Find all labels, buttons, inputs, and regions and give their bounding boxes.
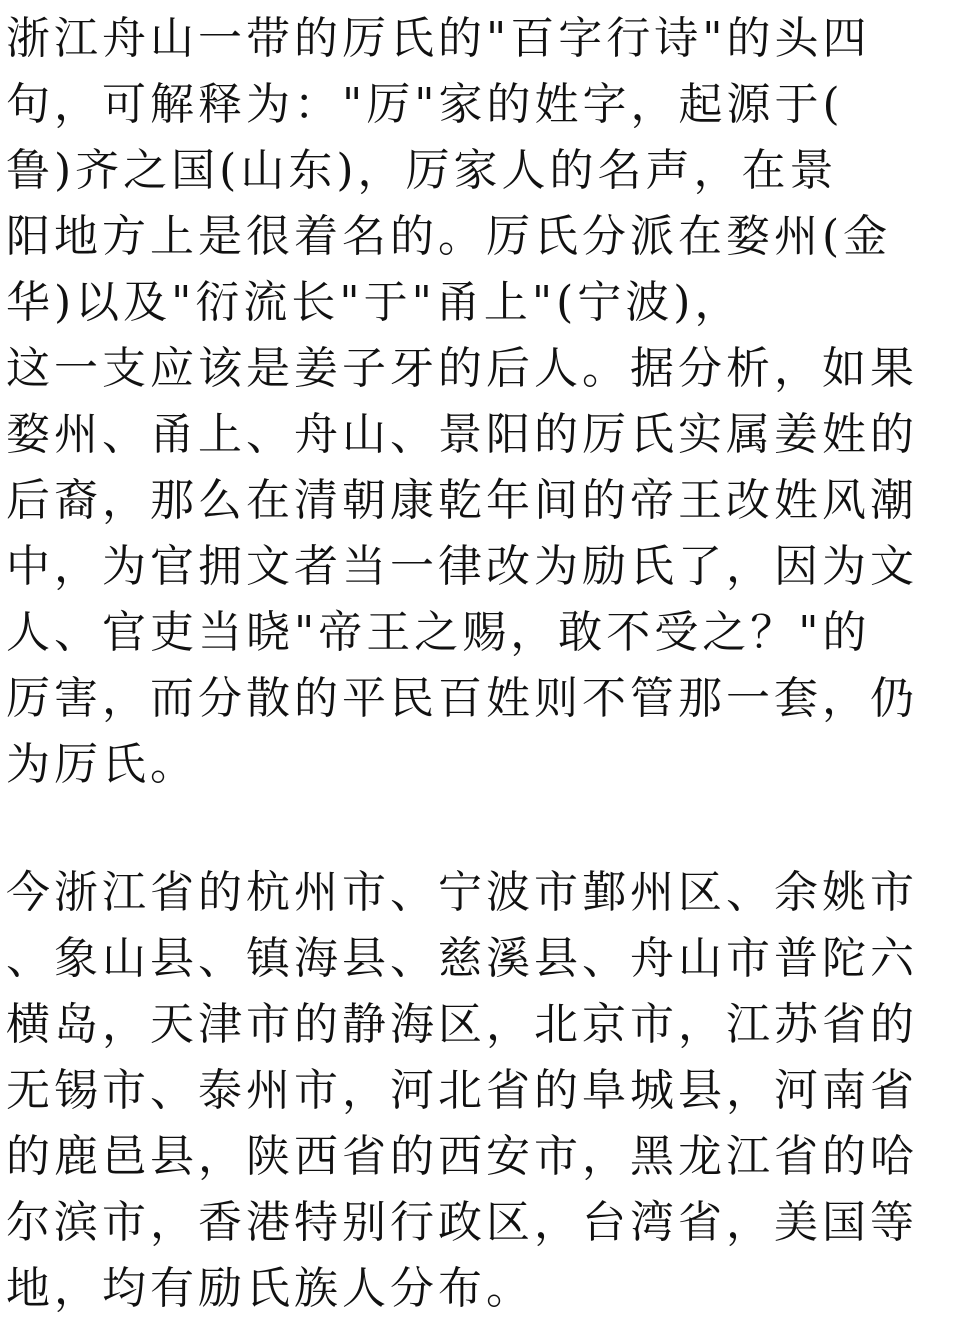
text-line: 后裔，那么在清朝康乾年间的帝王改姓风潮 bbox=[6, 475, 918, 526]
text-line: 婺州、甬上、舟山、景阳的厉氏实属姜姓的 bbox=[6, 409, 918, 460]
text-line: 这一支应该是姜子牙的后人。据分析，如果 bbox=[6, 343, 918, 394]
text-line: 横岛，天津市的静海区，北京市，江苏省的 bbox=[6, 999, 918, 1050]
text-line: 阳地方上是很着名的。厉氏分派在婺州(金 bbox=[6, 211, 892, 262]
text-line: 人、官吏当晓"帝王之赐，敢不受之？"的 bbox=[6, 607, 871, 658]
paragraph-li-clan-distribution bbox=[6, 860, 974, 1322]
text-line: 地，均有励氏族人分布。 bbox=[6, 1263, 534, 1314]
text-line: 的鹿邑县，陕西省的西安市，黑龙江省的哈 bbox=[6, 1131, 918, 1182]
text-line: 中，为官拥文者当一律改为励氏了，因为文 bbox=[6, 541, 918, 592]
text-line: 为厉氏。 bbox=[6, 739, 198, 790]
text-line: 厉害，而分散的平民百姓则不管那一套，仍 bbox=[6, 673, 918, 724]
text-line: 尔滨市，香港特别行政区，台湾省，美国等 bbox=[6, 1197, 918, 1248]
text-line: 浙江舟山一带的厉氏的"百字行诗"的头四 bbox=[6, 13, 871, 64]
text-line: 无锡市、泰州市，河北省的阜城县，河南省 bbox=[6, 1065, 918, 1116]
paragraph-li-surname-origin bbox=[6, 6, 974, 798]
text-line: 华)以及"衍流长"于"甬上"(宁波)， bbox=[6, 277, 743, 328]
text-line: 句，可解释为："厉"家的姓字，起源于( bbox=[6, 79, 844, 130]
text-line: 鲁)齐之国(山东)，厉家人的名声，在景 bbox=[6, 145, 838, 196]
text-line: 、象山县、镇海县、慈溪县、舟山市普陀六 bbox=[6, 933, 918, 984]
text-line: 今浙江省的杭州市、宁波市鄞州区、余姚市 bbox=[6, 867, 918, 918]
